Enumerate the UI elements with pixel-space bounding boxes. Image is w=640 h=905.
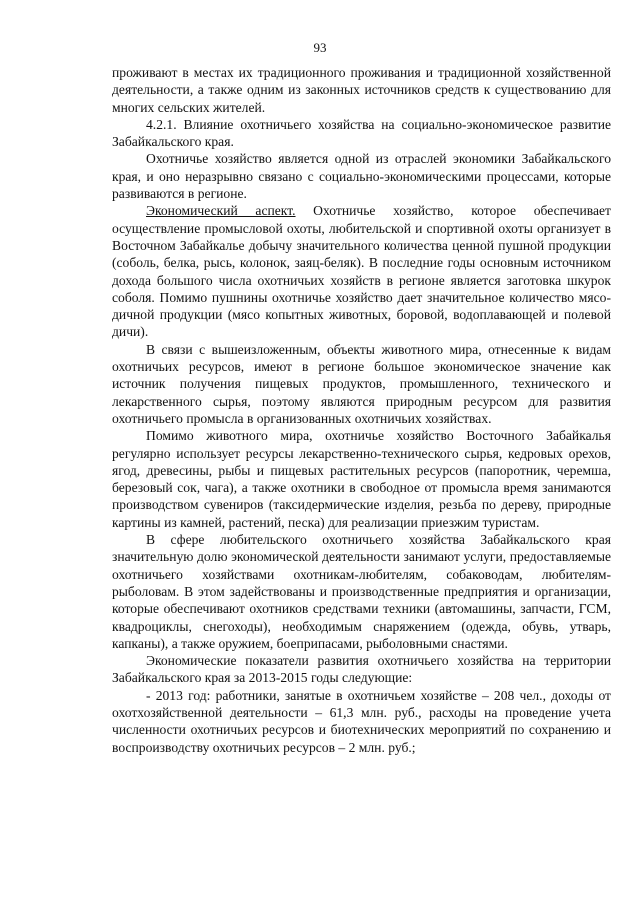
paragraph-amateur-hunting: В сфере любительского охотничьего хозяйства Забайкальского края значительную долю экономической деятельности занимают услуги, предоставляемые охотничьего хозяйствами охотникам-любителям, собаководам, любителям-рыболовам. В этом задействованы и производственные предприятия и организации, которые обеспечивают охотников средствами техники (автомашины, запчасти, ГСМ, квадроциклы, снегоходы), необходимым снаряжением (одежда, обувь, утварь, капканы), а также оружием, боеприпасами, рыболовными снастями. [112,532,611,651]
economic-aspect-heading: Экономический аспект. [146,203,296,219]
section-heading-4-2-1: 4.2.1. Влияние охотничьего хозяйства на социально-экономическое развитие Забайкальского края. [112,116,611,150]
document-body [112,64,611,756]
paragraph-other-resources: Помимо животного мира, охотничье хозяйство Восточного Забайкалья регулярно использует ресурсы лекарственно-технического сырья, кедровых орехов, ягод, древесины, рыбы и пищевых растительных ресурсов (папоротник, черемша, березовый сок, чага), а также охотники в свободное от промысла время занимаются производством сувениров (таксидермические изделия, резьба по дереву, природные картины из камней, растений, песка) для реализации приезжим туристам. [112,428,611,530]
page-number: 93 [313,40,327,55]
paragraph-resources: В связи с вышеизложенным, объекты животного мира, отнесенные к видам охотничьих ресурсов, имеют в регионе большое экономическое значение как источник получения пищевых продуктов, промышленного, технического и лекарственного сырья, поэтому являются природным ресурсом для развития охотничьего промысла в организованных охотничьих хозяйствах. [112,341,611,426]
paragraph-continuation: проживают в местах их традиционного проживания и традиционной хозяйственной деятельности, а также одним из законных источников средств к существованию для многих сельских жителей. [112,65,611,115]
paragraph-2013-indicators: - 2013 год: работники, занятые в охотничьем хозяйстве – 208 чел., доходы от охотхозяйственной деятельности – 61,3 млн. руб., расходы на проведение учета численности охотничьих ресурсов и биотехнических мероприятий по сохранению и воспроизводству охотничьих ресурсов – 2 млн. руб.; [112,687,611,755]
paragraph-economic-aspect [112,202,611,340]
paragraph-indicators-intro: Экономические показатели развития охотничьего хозяйства на территории Забайкальского края за 2013-2015 годы следующие: [112,653,611,686]
paragraph-intro: Охотничье хозяйство является одной из отраслей экономики Забайкальского края, и оно неразрывно связано с социально-экономическими процессами, которые развиваются в регионе. [112,151,611,202]
economic-aspect-text: Охотничье хозяйство, которое обеспечивает осуществление промысловой охоты, любительской и спортивной охоты организует в Восточном Забайкалье добычу значительного количества ценной пушной продукции (соболь, белка, рысь, колонок, заяц-беляк). В последние годы основным источником дохода большого числа охотничьих хозяйств в регионе является заготовка шкурок соболя. Помимо пушнины охотничье хозяйство дает значительное количество мясо-дичной продукции (мясо копытных животных, боровой, водоплавающей и полевой дичи). [112,203,611,340]
